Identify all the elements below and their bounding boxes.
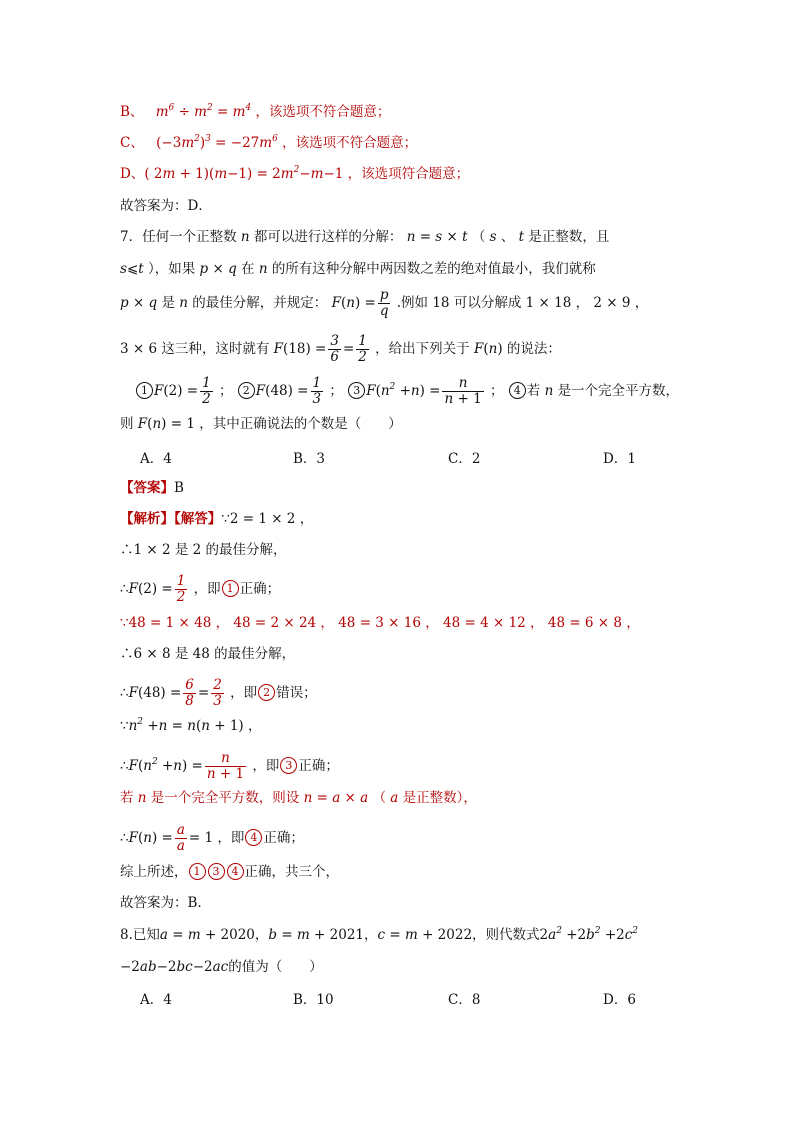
q7-text: ； bbox=[219, 383, 233, 399]
q7-line-6: 则 F(n) = 1 ，其中正确说法的个数是（ ） bbox=[120, 416, 402, 432]
q7-answer bbox=[120, 478, 184, 498]
solution-text: 正确； bbox=[298, 758, 339, 774]
q7-text: 的说法： bbox=[506, 341, 561, 357]
solution-text: 正确，共三个， bbox=[244, 864, 339, 880]
sol-line-11: 综上所述， 1 3 4 正确，共三个， bbox=[120, 864, 339, 880]
option-d-text: ，该选项符合题意； bbox=[347, 166, 470, 182]
option-c-line bbox=[120, 133, 417, 153]
solution-text: ，即 bbox=[217, 830, 245, 846]
answer-6: 故答案为：D． bbox=[120, 198, 212, 214]
q7-text: 是 bbox=[161, 295, 175, 311]
q8-option-c[interactable]: C．8 bbox=[448, 992, 481, 1008]
q7-line-2: s⩽t ），如果 p × q 在 n 的所有这种分解中两因数之差的绝对值最小，我们就称 bbox=[120, 261, 596, 277]
sol-line-1: 【解析】【解答】∵2 = 1 × 2 ， bbox=[120, 511, 314, 527]
sol-line-10: ∴F(n) = $\frac{a}{a}$ = 1 ，即 4 正确； bbox=[120, 822, 304, 854]
sol-line-9: 若 n 是一个完全平方数，则设 n = a × a （ a 是正整数）， bbox=[120, 790, 477, 806]
solution-text: 是一个完全平方数，则设 bbox=[150, 790, 300, 806]
answer-tag: 【答案】 bbox=[120, 480, 174, 496]
q7-text: 是正整数，且 bbox=[528, 229, 610, 245]
option-d-label: D、( bbox=[120, 166, 150, 182]
q7-text: ， bbox=[575, 295, 590, 311]
option-d-formula: $2m + 1)(m-1) = 2m^2-m-1$ bbox=[153, 165, 344, 182]
q7-text: 这三种，这时就有 bbox=[161, 341, 270, 357]
q7-option-b[interactable]: B．3 bbox=[293, 451, 326, 467]
q7-option-d[interactable]: D．1 bbox=[603, 451, 636, 467]
sol-line-2: ∴1 × 2 是 2 的最佳分解， bbox=[120, 542, 287, 558]
q8-option-d[interactable]: D．6 bbox=[603, 992, 636, 1008]
option-c-text: ，该选项不符合题意； bbox=[282, 135, 418, 151]
option-b-label: B、 bbox=[120, 104, 144, 120]
q8-line-1: 8.已知a = m + 2020，b = m + 2021，c = m + 2022，则代数式$2a^2 +2b^2 +2c^2$ bbox=[120, 926, 639, 943]
q7-text: 的最佳分解，并规定： bbox=[192, 295, 328, 311]
q8-text: 的值为（ ） bbox=[228, 959, 323, 975]
q7-text: ，其中正确说法的个数是（ ） bbox=[199, 416, 402, 432]
sol-line-3: ∴F(2) = $\frac{1}{2}$ ，即 1 正确； bbox=[120, 573, 281, 605]
q7-text: 7．任何一个正整数 bbox=[120, 229, 237, 245]
sol-line-4: ∵48 = 1 × 48 ， 48 = 2 × 24 ， 48 = 3 × 16 ， 48 = 4 × 12 ， 48 = 6 × 8 ， bbox=[120, 615, 640, 631]
solution-text: ，即 bbox=[230, 685, 258, 701]
solution-text: 正确； bbox=[239, 581, 281, 597]
answer-value: B bbox=[174, 480, 184, 496]
q8-option-b[interactable]: B．10 bbox=[293, 992, 334, 1008]
solution-text: （ bbox=[372, 790, 386, 806]
solution-text: 是正整数）， bbox=[402, 790, 477, 806]
q7-text: .例如 18 可以分解成 bbox=[396, 295, 522, 311]
q7-text: ），如果 bbox=[147, 261, 196, 277]
solution-text: 正确； bbox=[263, 830, 304, 846]
solution-tag: 【解析】【解答】 bbox=[120, 511, 222, 527]
option-c-label: C、 bbox=[120, 135, 144, 151]
sol-line-8: $\therefore F(n^2 +n)$ = $\frac{n}{n + 1}$ ，即 3 正确； bbox=[120, 750, 339, 782]
q7-option-c[interactable]: C．2 bbox=[448, 451, 481, 467]
option-b-formula: $m^6 \div m^2 = m^4$ bbox=[155, 103, 252, 120]
q8-text: 8.已知 bbox=[120, 927, 160, 943]
q7-text: 、 bbox=[500, 229, 515, 245]
q7-text: ； bbox=[489, 383, 504, 399]
solution-text: ，即 bbox=[193, 581, 221, 597]
q7-line-3: p × q 是 n 的最佳分解，并规定： F(n) = $\frac{p}{q}$ .例如 18 可以分解成 1 × 18 ， 2 × 9 ， bbox=[120, 287, 649, 319]
q8-option-a[interactable]: A．4 bbox=[140, 992, 172, 1008]
sol-line-7: $\because n^2 +n = n(n + 1)$ ， bbox=[120, 717, 262, 734]
solution-text: ，即 bbox=[252, 758, 280, 774]
q8-text: 则代数式 bbox=[485, 927, 540, 943]
option-d-line bbox=[120, 164, 469, 184]
sol-line-6: ∴F(48) = $\frac{6}{8}$ = $\frac{2}{3}$ ，即 2 错误； bbox=[120, 677, 317, 709]
q7-text: 在 bbox=[241, 261, 255, 277]
q7-text: 则 bbox=[120, 416, 134, 432]
sol-final: 故答案为：B. bbox=[120, 895, 202, 911]
q7-option-a[interactable]: A．4 bbox=[140, 451, 172, 467]
option-b-text: ，该选项不符合题意； bbox=[255, 104, 391, 120]
q7-line-1: 7．任何一个正整数 n 都可以进行这样的分解： n = s × t （ s 、 t 是正整数，且 bbox=[120, 229, 610, 245]
sol-line-5: ∴6 × 8 是 48 的最佳分解， bbox=[120, 646, 296, 662]
q7-line-4: 3 × 6 这三种，这时就有 F(18) = $\frac{3}{6}$ = $\frac{1}{2}$ ，给出下列关于 F(n) 的说法： bbox=[120, 333, 561, 365]
q7-statements: 1 F(2) = $\frac{1}{2}$ ； 2 F(48) = $\frac{1}{3}$ ； 3 $F(n^2 +n)$ = $\frac{n}{n + 1}$ ； 4 若 n 是一个完全平方数， bbox=[135, 376, 679, 407]
solution-text: 是 2 的最佳分解， bbox=[174, 542, 287, 558]
q7-text: 若 bbox=[526, 383, 541, 399]
option-c-formula: $(-3m^2)^3 = -27m^6$ bbox=[156, 134, 278, 151]
q7-text: （ bbox=[471, 229, 486, 245]
solution-text: 综上所述， bbox=[120, 864, 188, 880]
q7-text: 是一个完全平方数， bbox=[557, 383, 680, 399]
q7-text: 的所有这种分解中两因数之差的绝对值最小，我们就称 bbox=[271, 261, 596, 277]
q7-text: ， bbox=[634, 295, 649, 311]
q7-text: ； bbox=[329, 383, 343, 399]
solution-text: 错误； bbox=[276, 685, 317, 701]
q8-line-2: −2ab−2bc−2ac的值为（ ） bbox=[120, 959, 323, 975]
solution-text: 若 bbox=[120, 790, 134, 806]
q7-text: 都可以进行这样的分解： bbox=[253, 229, 403, 245]
solution-text: 是 48 的最佳分解， bbox=[174, 646, 296, 662]
option-b-line bbox=[120, 102, 390, 122]
q7-text: ，给出下列关于 bbox=[375, 341, 470, 357]
